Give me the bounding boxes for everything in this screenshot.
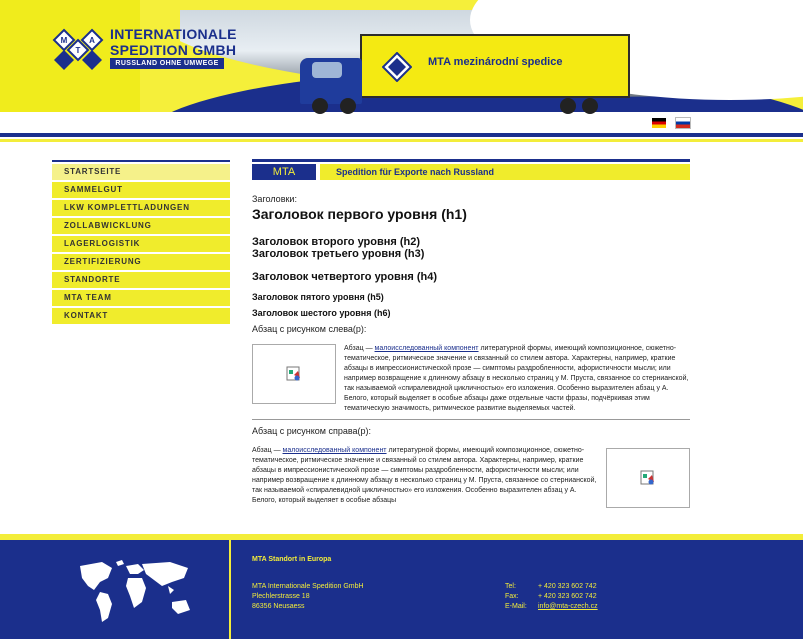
heading-h3: Заголовок третьего уровня (h3)	[252, 248, 425, 260]
para-text: литературной формы, имеющий композиционное, сюжетно-тематическое, ритмическое значение и связанный со стилем автора. Характерны, например, краткие абзацы в импрессионистической прозе — симптомы раздробленности, афористичности мысли; или например возвращение к длинному абзацу в несколько страниц у М. Пруста, связанное со стернианской, так называемой «спиралевидной цикличностью» его изложения. Особенно выразителен абзац у А. Белого, который выделяет в особые абзацы даже отдельные части фразы, подчёркивая этим тематическую значимость, ритмическое развитие выделяемых частей.	[344, 345, 689, 412]
nav-item-zertifizierung[interactable]: ZERTIFIZIERUNG	[52, 254, 230, 270]
placeholder-image-right	[606, 448, 690, 508]
footer-fax-label: Fax:	[505, 593, 519, 600]
russian-flag-icon[interactable]	[676, 118, 690, 128]
svg-text:T: T	[75, 46, 81, 55]
header-divider-yellow	[0, 139, 803, 142]
svg-text:M: M	[60, 36, 68, 45]
placeholder-image-left	[252, 344, 336, 404]
header-divider	[0, 133, 803, 137]
logo-title-line1: INTERNATIONALE	[110, 26, 237, 42]
site-header	[0, 0, 803, 137]
svg-text:A: A	[89, 36, 95, 45]
nav-item-lkw-komplettladungen[interactable]: LKW KOMPLETTLADUNGEN	[52, 200, 230, 216]
footer-tel: + 420 323 602 742	[538, 583, 597, 590]
para-left-block	[252, 344, 690, 414]
content-tab-label: MTA	[252, 164, 316, 180]
logo-tagline: RUSSLAND OHNE UMWEGE	[110, 58, 224, 69]
nav-item-kontakt[interactable]: KONTAKT	[52, 308, 230, 324]
para-link[interactable]: малоисследованный компонент	[374, 345, 479, 352]
truck-mta-logo-icon	[382, 52, 412, 82]
nav-item-mta-team[interactable]: MTA TEAM	[52, 290, 230, 306]
world-map-icon	[72, 556, 200, 626]
heading-h5: Заголовок пятого уровня (h5)	[252, 292, 384, 302]
broken-image-icon	[286, 366, 302, 382]
main-content	[252, 194, 690, 532]
nav-top-line	[52, 160, 230, 162]
content-title-bar: Spedition für Exporte nach Russland	[320, 164, 690, 180]
para-text: Абзац —	[344, 345, 375, 352]
para-right-label: Абзац с рисунком справа(p):	[252, 426, 372, 436]
main-nav	[52, 164, 230, 326]
footer-title: MTA Standort in Europa	[252, 556, 332, 563]
broken-image-icon	[640, 470, 656, 486]
truck-wheel	[312, 98, 328, 114]
heading-h4: Заголовок четвертого уровня (h4)	[252, 271, 438, 283]
truck-caption: MTA mezinárodní spedice	[428, 56, 563, 68]
footer-divider	[229, 540, 231, 639]
nav-item-sammelgut[interactable]: SAMMELGUT	[52, 182, 230, 198]
para-link[interactable]: малоисследованный компонент	[282, 447, 387, 454]
truck-window	[312, 62, 342, 78]
footer-mail-label: E-Mail:	[505, 603, 527, 610]
nav-item-zollabwicklung[interactable]: ZOLLABWICKLUNG	[52, 218, 230, 234]
mta-logo-icon[interactable]	[52, 28, 104, 72]
content-top-line	[252, 159, 690, 162]
heading-h6: Заголовок шестого уровня (h6)	[252, 308, 391, 318]
nav-item-lagerlogistik[interactable]: LAGERLOGISTIK	[52, 236, 230, 252]
footer-email-link[interactable]: info@mta-czech.cz	[538, 603, 598, 610]
para-left-label: Абзац с рисунком слева(p):	[252, 324, 367, 334]
para-right-block	[252, 446, 690, 510]
logo-title-line2: SPEDITION GMBH	[110, 42, 237, 58]
headings-label: Заголовки:	[252, 194, 297, 204]
footer-street: Plechlerstrasse 18	[252, 593, 310, 600]
truck-wheel	[560, 98, 576, 114]
footer-company: MTA Internationale Spedition GmbH	[252, 583, 364, 590]
footer-tel-label: Tel:	[505, 583, 516, 590]
truck-wheel	[340, 98, 356, 114]
para-text: литературной формы, имеющий композиционное, сюжетно-тематическое, ритмическое значение и связанный со стилем автора. Характерны, например, краткие абзацы в импрессионистической прозе — симптомы раздробленности, афористичности мысли; или например возвращение к длинному абзацу в несколько страниц у М. Пруста, связанное со стернианской, так называемой «спиралевидной цикличностью» его изложения. Особенно выразителен абзац у А. Белого, который выделяет в особые абзацы	[252, 447, 597, 504]
heading-h2: Заголовок второго уровня (h2)	[252, 236, 421, 248]
footer-city: 86356 Neusaess	[252, 603, 305, 610]
heading-h1: Заголовок первого уровня (h1)	[252, 206, 467, 222]
truck-wheel	[582, 98, 598, 114]
german-flag-icon[interactable]	[652, 118, 666, 128]
footer-fax: + 420 323 602 742	[538, 593, 597, 600]
nav-item-standorte[interactable]: STANDORTE	[52, 272, 230, 288]
para-text: Абзац —	[252, 447, 283, 454]
nav-item-startseite[interactable]: STARTSEITE	[52, 164, 230, 180]
